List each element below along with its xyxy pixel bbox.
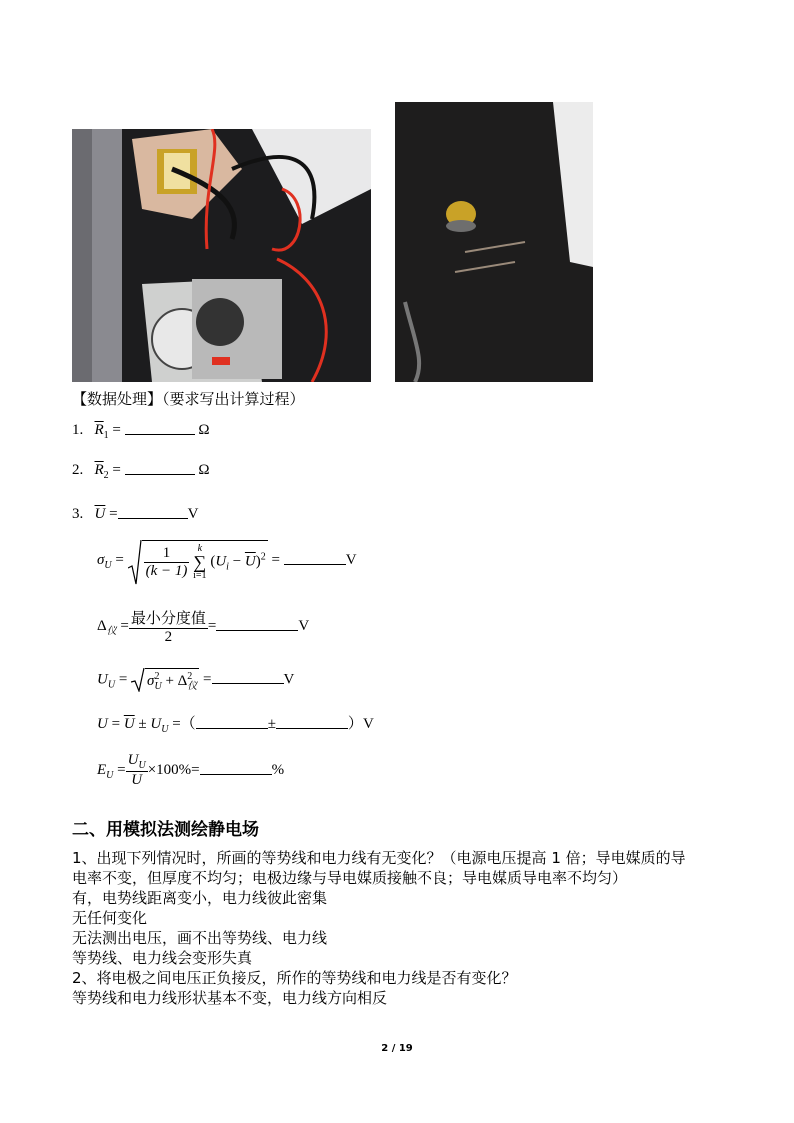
result-err-blank[interactable] [276,716,348,729]
formula-u-mean: 3. $\overline{U} = V$ [72,506,199,522]
question-1-line2: 电率不变，但厚度不均匀；电极边缘与导电媒质接触不良；导电媒质导电率不均匀） [72,869,628,887]
data-processing-title: 【数据处理】（要求写出计算过程） [72,390,305,408]
multimeter-photo [72,129,371,382]
eu-blank[interactable] [200,762,272,775]
formula-eu: $E_U$ = $\frac{U_U}{U}$ ×100%= % [97,752,285,788]
sigma-blank[interactable] [284,552,346,565]
sqrt-uu: $\sigma^2_U + \Delta^2_仪$ [131,668,199,692]
uu-blank[interactable] [212,671,284,684]
radical-icon [131,668,145,692]
formula-r1: 1. $\overline{R}_1 = \Omega$ [72,422,210,441]
formula-r2: 2. $\overline{R}_2 = \Omega$ [72,462,210,481]
answer-line: 等势线和电力线形状基本不变，电力线方向相反 [72,989,388,1007]
answer-line: 等势线、电力线会变形失真 [72,949,253,967]
formula-uu: $U_U$ = $\sigma^2_U + \Delta^2_仪 = V$ [97,668,294,692]
page-number: 2 / 19 [381,1043,413,1054]
battery-photo [395,102,593,382]
question-2: 2、将电极之间电压正负接反，所作的等势线和电力线是否有变化？ [72,969,517,987]
result-mean-blank[interactable] [196,716,268,729]
formula-result: $U = \overline{U} \pm U_U$ =（ ± ）V [97,716,374,735]
question-1-line1: 1、出现下列情况时，所画的等势线和电力线有无变化？（电源电压提高 1 倍；导电媒质的导 [72,849,686,867]
answer-line: 无任何变化 [72,909,148,927]
answer-line: 无法测出电压，画不出等势线、电力线 [72,929,328,947]
formula-sigma: $\sigma_U$ = $\frac{1}{(k - 1)}$ k ∑ i=1 $(U_i - \overline{U})^2 = V$ [97,540,357,581]
answer-line: 有，电势线距离变小，电力线彼此密集 [72,889,328,907]
r1-blank[interactable] [125,422,195,435]
sum-sign: k ∑ i=1 [193,543,207,581]
formula-delta: $\Delta_仪$ = $\frac{\text{最小分度值}}{2}$ = V [97,609,310,645]
r2-blank[interactable] [125,462,195,475]
section2-body [72,848,732,1008]
u-mean-blank[interactable] [118,506,188,519]
radical-icon [128,540,142,586]
delta-blank[interactable] [216,618,298,631]
section2-heading: 二、用模拟法测绘静电场 [72,820,259,840]
sqrt-sigma: $\frac{1}{(k - 1)}$ k ∑ i=1 $(U_i - \overline{U})^2$ [128,540,268,581]
